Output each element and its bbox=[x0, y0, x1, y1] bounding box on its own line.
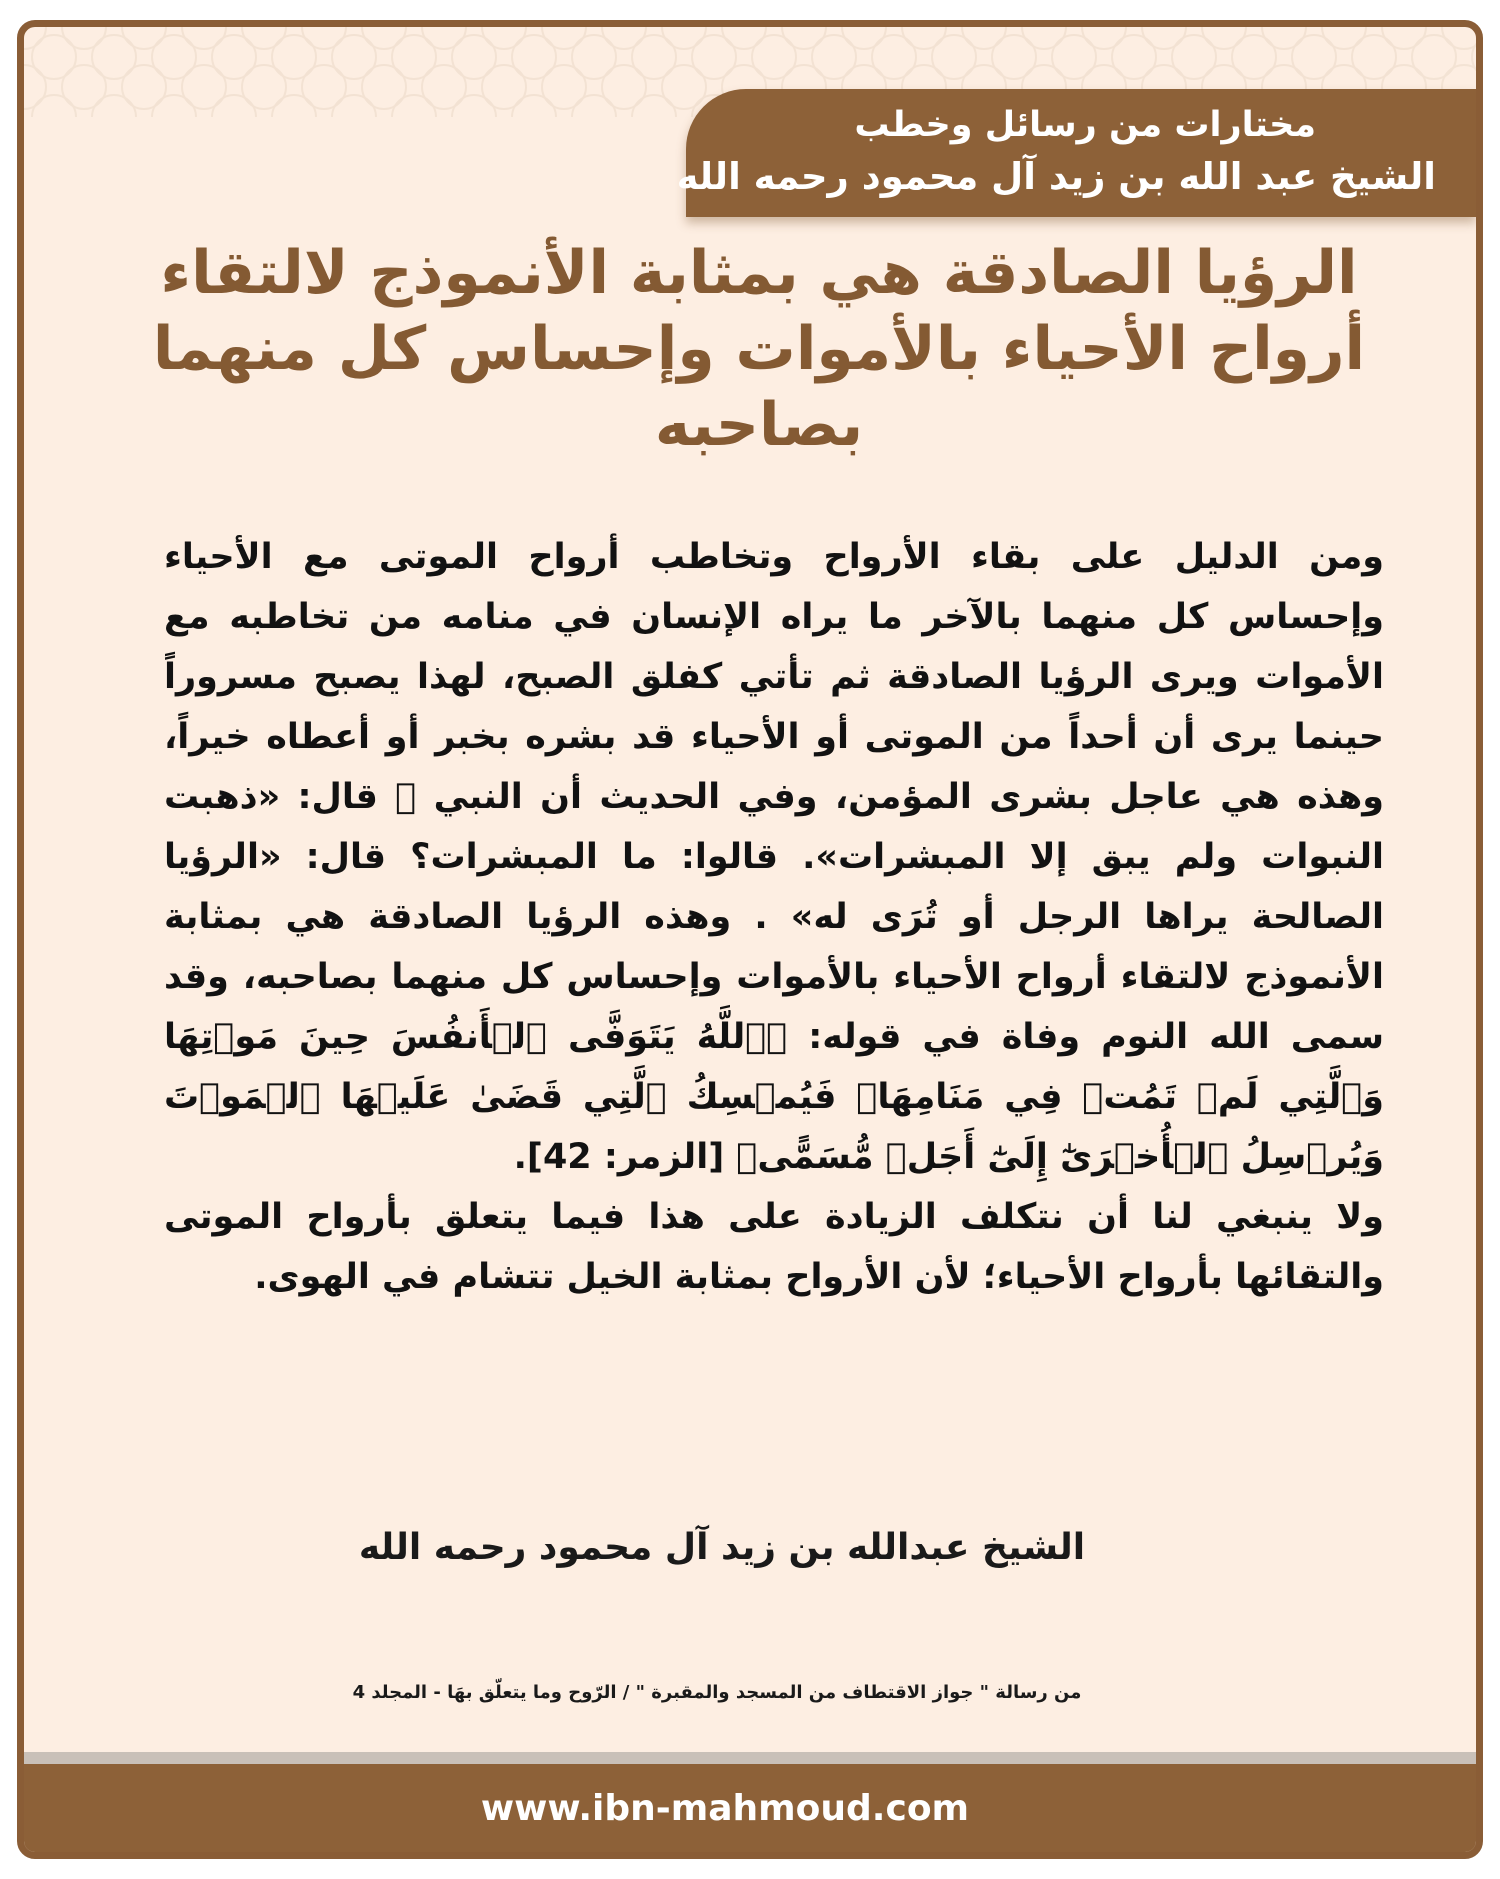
body-paragraph-2: ولا ينبغي لنا أن نتكلف الزيادة على هذا فيما يتعلق بأرواح الموتى والتقائها بأرواح الأحياء؛ لأن الأرواح بمثابة الخيل تتشام في الهوى. bbox=[164, 1197, 1384, 1297]
page-frame bbox=[17, 20, 1483, 1859]
website-link[interactable]: www.ibn-mahmoud.com bbox=[480, 1788, 970, 1829]
source-citation: من رسالة " جواز الاقتطاف من المسجد والمقبرة " / الرّوح وما يتعلّق بهَا - المجلد 4 bbox=[352, 1682, 1082, 1703]
header-line-2: الشيخ عبد الله بن زيد آل محمود رحمه الله bbox=[676, 155, 1436, 198]
body-paragraph-1: ومن الدليل على بقاء الأرواح وتخاطب أرواح الموتى مع الأحياء وإحساس كل منهما بالآخر ما يراه الإنسان في منامه من تخاطبه مع الأموات ويرى الرؤيا الصادقة ثم تأتي كفلق الصبح، لهذا يصبح مسروراً حينما يرى أن أحداً من الموتى أو الأحياء قد بشره بخبر أو أعطاه خيراً، وهذه هي عاجل بشرى المؤمن، وفي الحديث أن النبي ﷺ قال: «ذهبت النبوات ولم يبق إلا المبشرات». قالوا: ما المبشرات؟ قال: «الرؤيا الصالحة يراها الرجل أو تُرَى له» . وهذه الرؤيا الصادقة هي بمثابة الأنموذج لالتقاء أرواح الأحياء بالأموات وإحساس كل منهما بصاحبه، وقد سمى الله النوم وفاة في قوله: ﴿ٱللَّهُ يَتَوَفَّى ٱلۡأَنفُسَ حِينَ مَوۡتِهَا وَٱلَّتِي لَمۡ تَمُتۡ فِي مَنَامِهَاۖ فَيُمۡسِكُ ٱلَّتِي قَضَىٰ عَلَيۡهَا ٱلۡمَوۡتَ وَيُرۡسِلُ ٱلۡأُخۡرَىٰٓ إِلَىٰٓ أَجَلٖ مُّسَمًّى﴾ [الزمر: 42]. bbox=[164, 537, 1384, 1177]
footer-separator bbox=[24, 1752, 1476, 1764]
footer-banner bbox=[24, 1764, 1476, 1859]
author-signature: الشيخ عبدالله بن زيد آل محمود رحمه الله bbox=[358, 1527, 1086, 1568]
header-banner bbox=[676, 89, 1476, 217]
header-line-1: مختارات من رسائل وخطب bbox=[854, 105, 1316, 145]
article-title: الرؤيا الصادقة هي بمثابة الأنموذج لالتقاء أرواح الأحياء بالأموات وإحساس كل منهما بصاحبه bbox=[152, 238, 1366, 460]
article-body bbox=[164, 527, 1384, 1307]
